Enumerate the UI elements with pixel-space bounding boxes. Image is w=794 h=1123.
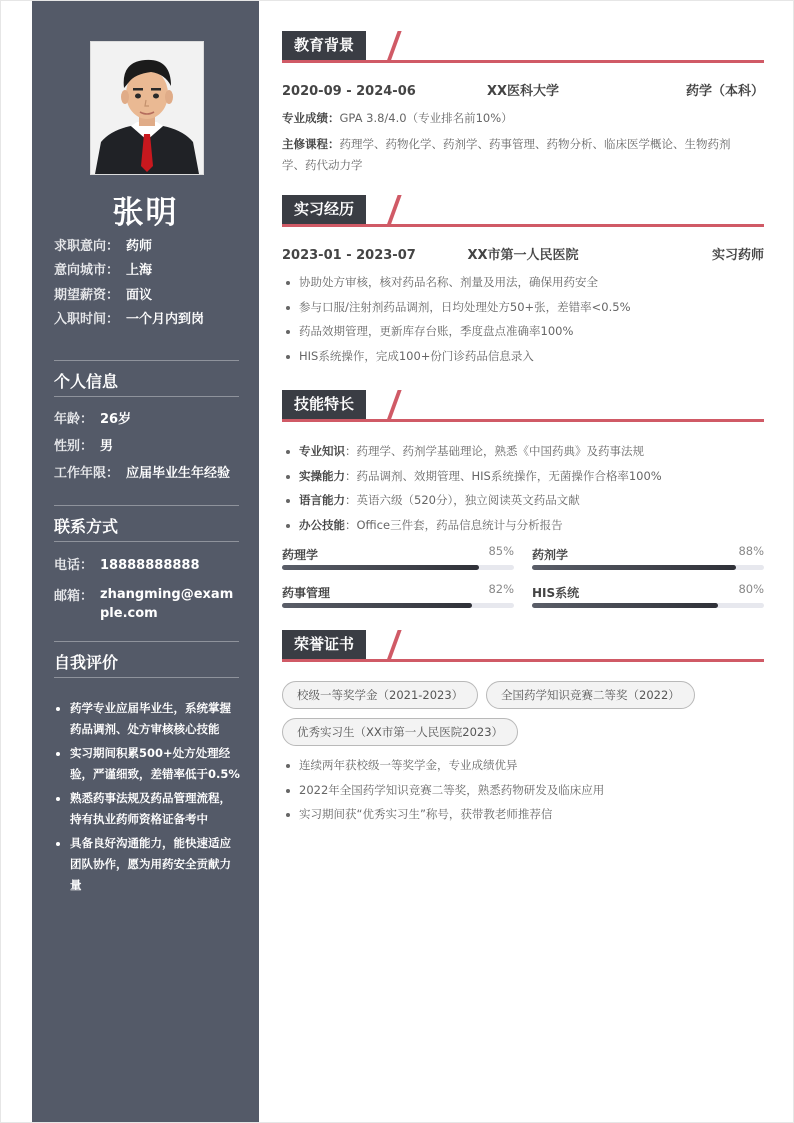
skill-bar-fill xyxy=(532,565,736,570)
skill-bar-label: 药理学 xyxy=(282,548,319,562)
gender xyxy=(54,437,113,457)
skill-bar-his-system xyxy=(532,582,764,601)
divider xyxy=(54,360,239,361)
skill-desc: ：药品调剂、效期管理、HIS系统操作，无菌操作合格率100% xyxy=(345,468,662,483)
avatar-illustration xyxy=(91,42,203,174)
self-evaluation-list xyxy=(54,698,240,899)
list-item: 协助处方审核，核对药品名称、剂量及用法，确保用药安全 xyxy=(282,273,764,292)
job-intention xyxy=(54,237,152,257)
skill-desc: ：药理学、药剂学基础理论，熟悉《中国药典》及药事法规 xyxy=(345,444,644,458)
header-slash xyxy=(386,31,402,63)
age-value: 26岁 xyxy=(100,412,132,427)
skills-list xyxy=(282,442,764,540)
honor-tag: 全国药学知识竞赛二等奖（2022） xyxy=(486,681,695,709)
skill-bar-track xyxy=(282,565,514,570)
skill-bar-percent: 88% xyxy=(738,544,764,558)
education-row xyxy=(282,82,764,102)
skill-key: 语言能力 xyxy=(299,493,345,507)
age xyxy=(54,410,131,430)
education-header xyxy=(282,31,764,63)
list-item: 实习期间获“优秀实习生”称号，获带教老师推荐信 xyxy=(282,805,764,824)
start-date xyxy=(54,310,204,330)
list-item: 连续两年获校级一等奖学金，专业成绩优异 xyxy=(282,756,764,775)
self-evaluation-title: 自我评价 xyxy=(54,653,119,672)
divider xyxy=(54,541,239,542)
header-rule xyxy=(282,60,764,63)
skill-bar-fill xyxy=(282,603,472,608)
skill-bar-pharmacy-admin xyxy=(282,582,514,601)
list-item xyxy=(282,491,764,510)
list-item xyxy=(282,467,764,486)
divider xyxy=(54,641,239,642)
honors-title: 荣誉证书 xyxy=(282,630,366,659)
honor-tag: 优秀实习生（XX市第一人民医院2023） xyxy=(282,718,518,746)
skill-bar-label: 药事管理 xyxy=(282,586,331,600)
target-city xyxy=(54,261,152,281)
divider xyxy=(54,677,239,678)
header-rule xyxy=(282,224,764,227)
gender-label: 性别： xyxy=(54,439,94,454)
education-school: XX医科大学 xyxy=(486,84,560,99)
divider xyxy=(54,505,239,506)
list-item: 具备良好沟通能力，能快速适应团队协作，愿为用药安全贡献力量 xyxy=(54,833,240,896)
skills-title: 技能特长 xyxy=(282,390,366,419)
skill-bar-label: HIS系统 xyxy=(532,586,580,600)
expected-salary-label: 期望薪资： xyxy=(54,288,120,303)
education-courses xyxy=(282,134,752,176)
list-item: 药品效期管理，更新库存台账，季度盘点准确率100% xyxy=(282,322,764,341)
skills-header xyxy=(282,390,764,422)
expected-salary-value: 面议 xyxy=(126,288,153,303)
skill-bar-pharmaceutics xyxy=(532,544,764,563)
internship-role: 实习药师 xyxy=(711,248,764,263)
list-item: 参与口服/注射剂药品调剂，日均处理处方50+张，差错率<0.5% xyxy=(282,298,764,317)
phone-value[interactable]: 18888888888 xyxy=(100,558,200,573)
skill-bar-percent: 82% xyxy=(488,582,514,596)
education-gpa xyxy=(282,108,752,129)
divider xyxy=(54,396,239,397)
skill-bar-percent: 80% xyxy=(738,582,764,596)
internship-row xyxy=(282,246,764,266)
skill-bar-fill xyxy=(532,603,718,608)
start-date-label: 入职时间： xyxy=(54,312,120,327)
target-city-label: 意向城市： xyxy=(54,263,120,278)
courses-value: 药理学、药物化学、药剂学、药事管理、药物分析、临床医学概论、生物药剂学、药代动力学 xyxy=(282,137,731,172)
skill-key: 实操能力 xyxy=(299,468,345,483)
list-item: 药学专业应届毕业生，系统掌握药品调剂、处方审核核心技能 xyxy=(54,698,240,740)
work-years-value: 应届毕业生年经验 xyxy=(126,466,231,481)
internship-period: 2023-01 - 2023-07 xyxy=(282,248,416,263)
list-item xyxy=(282,442,764,461)
skill-key: 专业知识 xyxy=(299,444,345,458)
honor-tag: 校级一等奖学金（2021-2023） xyxy=(282,681,478,709)
skill-desc: ：英语六级（520分），独立阅读英文药品文献 xyxy=(345,493,580,507)
internship-header xyxy=(282,195,764,227)
personal-info-title: 个人信息 xyxy=(54,372,119,391)
start-date-value: 一个月内到岗 xyxy=(126,312,205,327)
work-years-label: 工作年限： xyxy=(54,466,120,481)
header-slash xyxy=(386,195,402,227)
courses-label: 主修课程： xyxy=(282,137,340,151)
honors-header xyxy=(282,630,764,662)
education-major: 药学（本科） xyxy=(685,84,764,99)
skill-bar-pharmacology xyxy=(282,544,514,563)
email-value[interactable]: zhangming@example.com xyxy=(100,587,234,621)
header-rule xyxy=(282,419,764,422)
list-item: 熟悉药事法规及药品管理流程，持有执业药师资格证备考中 xyxy=(54,788,240,830)
list-item: HIS系统操作，完成100+份门诊药品信息录入 xyxy=(282,347,764,366)
expected-salary xyxy=(54,286,152,306)
internship-org: XX市第一人民医院 xyxy=(467,248,579,263)
job-intention-label: 求职意向： xyxy=(54,239,120,254)
skill-bar-track xyxy=(532,565,764,570)
work-years xyxy=(54,464,230,484)
internship-title: 实习经历 xyxy=(282,195,366,224)
avatar xyxy=(90,41,204,175)
skill-bar-track xyxy=(532,603,764,608)
target-city-value: 上海 xyxy=(126,263,153,278)
skill-bar-track xyxy=(282,603,514,608)
gender-value: 男 xyxy=(100,439,114,454)
education-period: 2020-09 - 2024-06 xyxy=(282,84,416,99)
skill-bar-percent: 85% xyxy=(488,544,514,558)
list-item: 实习期间积累500+处方处理经验，严谨细致，差错率低于0.5% xyxy=(54,743,240,785)
age-label: 年龄： xyxy=(54,412,94,427)
gpa-label: 专业成绩： xyxy=(282,111,340,125)
honors-list xyxy=(282,756,764,830)
gpa-value: GPA 3.8/4.0（专业排名前10%） xyxy=(339,111,513,125)
skill-key: 办公技能 xyxy=(299,517,345,532)
contact-title: 联系方式 xyxy=(54,517,119,536)
skill-desc: ：Office三件套，药品信息统计与分析报告 xyxy=(345,517,563,532)
sidebar xyxy=(32,1,259,1122)
job-intention-value: 药师 xyxy=(126,239,153,254)
skill-bar-label: 药剂学 xyxy=(532,548,569,562)
list-item xyxy=(282,516,764,535)
email xyxy=(54,585,240,623)
phone-label: 电话： xyxy=(54,558,94,573)
header-slash xyxy=(386,390,402,422)
phone xyxy=(54,556,200,576)
education-title: 教育背景 xyxy=(282,31,366,60)
header-rule xyxy=(282,659,764,662)
candidate-name: 张明 xyxy=(112,195,179,231)
list-item: 2022年全国药学知识竞赛二等奖，熟悉药物研发及临床应用 xyxy=(282,781,764,800)
skill-bar-fill xyxy=(282,565,479,570)
header-slash xyxy=(386,630,402,662)
email-label: 邮箱： xyxy=(54,589,94,604)
internship-list xyxy=(282,273,764,371)
